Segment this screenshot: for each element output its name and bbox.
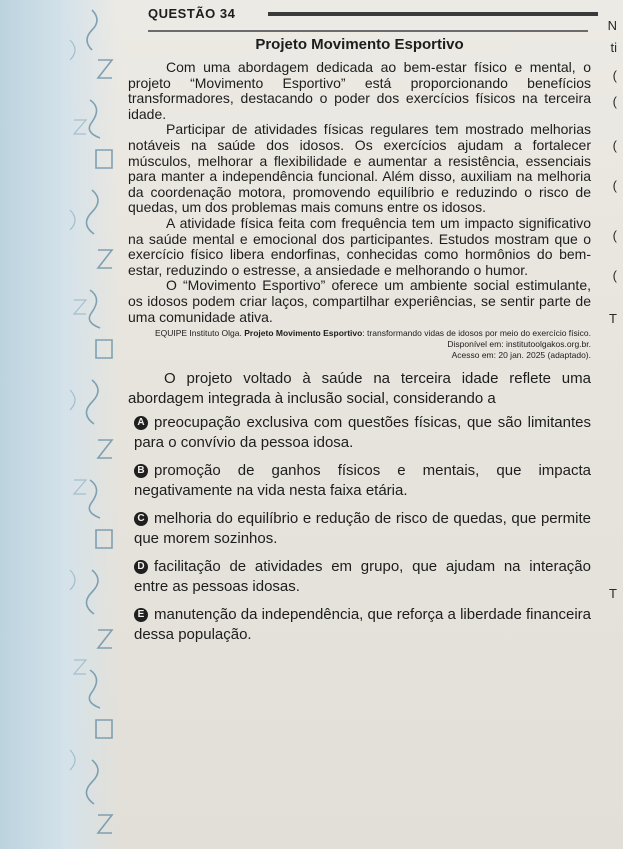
option-e[interactable] (128, 605, 591, 645)
margin-mark: T (609, 311, 617, 326)
source-citation (128, 328, 591, 361)
citation-author: EQUIPE Instituto Olga. (154, 328, 242, 339)
option-letter-badge: C (134, 512, 148, 526)
side-pattern-graphic (0, 0, 118, 849)
text-title: Projeto Movimento Esportivo (255, 36, 464, 53)
option-text: facilitação de atividades em grupo, que ajudam na interação entre as pessoas idosas. (134, 558, 591, 596)
option-letter-badge: D (134, 560, 148, 574)
question-number: QUESTÃO 34 (148, 6, 236, 21)
citation-work: Projeto Movimento Esportivo (244, 328, 363, 339)
header-bar (268, 12, 598, 16)
option-letter-badge: B (134, 464, 148, 478)
right-margin-bleed (597, 0, 623, 849)
margin-mark: ( (612, 138, 617, 153)
option-text: promoção de ganhos físicos e mentais, que impacta negativamente na vida nesta faixa etária. (134, 462, 591, 500)
header-rule (148, 30, 588, 32)
decorative-side-pattern (0, 0, 118, 849)
option-text: melhoria do equilíbrio e redução de risco de quedas, que permite que morem sozinhos. (134, 510, 591, 548)
option-b[interactable] (128, 461, 591, 501)
text-paragraph: O “Movimento Esportivo” oferece um ambiente social estimulante, os idosos podem criar laços, compartilhar experiências, se sentir parte de uma comunidade ativa. (128, 277, 591, 325)
option-a[interactable] (128, 413, 591, 453)
citation-access: Acesso em: 20 jan. 2025 (adaptado). (451, 350, 591, 361)
text-paragraph: A atividade física feita com frequência tem um impacto significativo na saúde mental e emocional dos participantes. Estudos mostram que o exercício físico libera endorfinas, conhecidas como hormônios do bem-estar, reduzindo o estresse, a ansiedade e melhorando o humor. (128, 214, 591, 278)
citation-rest: : transformando vidas de idosos por meio do exercício físico. Disponível em: institutoolgakos.org.br. (362, 328, 591, 350)
option-text: preocupação exclusiva com questões físicas, que são limitantes para o convívio da pessoa idosa. (134, 414, 591, 452)
question-content (128, 36, 591, 653)
margin-mark: ( (612, 94, 617, 109)
margin-mark: ( (612, 68, 617, 83)
option-d[interactable] (128, 557, 591, 597)
margin-mark: ( (612, 228, 617, 243)
text-paragraph: Participar de atividades físicas regulares tem mostrado melhorias notáveis na saúde dos idosos. Os exercícios ajudam a fortalecer músculos, melhorar a flexibilidade e aumentar a resistência, essenciais para manter a independência funcional. Além disso, auxiliam na melhoria da coordenação motora, promovendo equilíbrio e reduzindo o risco de quedas, um dos problemas mais comuns entre os idosos. (128, 121, 591, 216)
option-c[interactable] (128, 509, 591, 549)
margin-mark: T (609, 586, 617, 601)
text-paragraph: Com uma abordagem dedicada ao bem-estar físico e mental, o projeto “Movimento Esportivo” está proporcionando benefícios transformadores, destacando o poder dos exercícios físicos na terceira idade. (128, 59, 591, 122)
option-letter-badge: A (134, 416, 148, 430)
margin-mark: ( (612, 178, 617, 193)
option-letter-badge: E (134, 608, 148, 622)
option-text: manutenção da independência, que reforça a liberdade financeira dessa população. (134, 606, 591, 644)
margin-mark: ti (610, 40, 617, 55)
question-prompt: O projeto voltado à saúde na terceira idade reflete uma abordagem integrada à inclusão social, considerando a (128, 370, 591, 408)
margin-mark: ( (612, 268, 617, 283)
margin-mark: N (607, 18, 617, 33)
